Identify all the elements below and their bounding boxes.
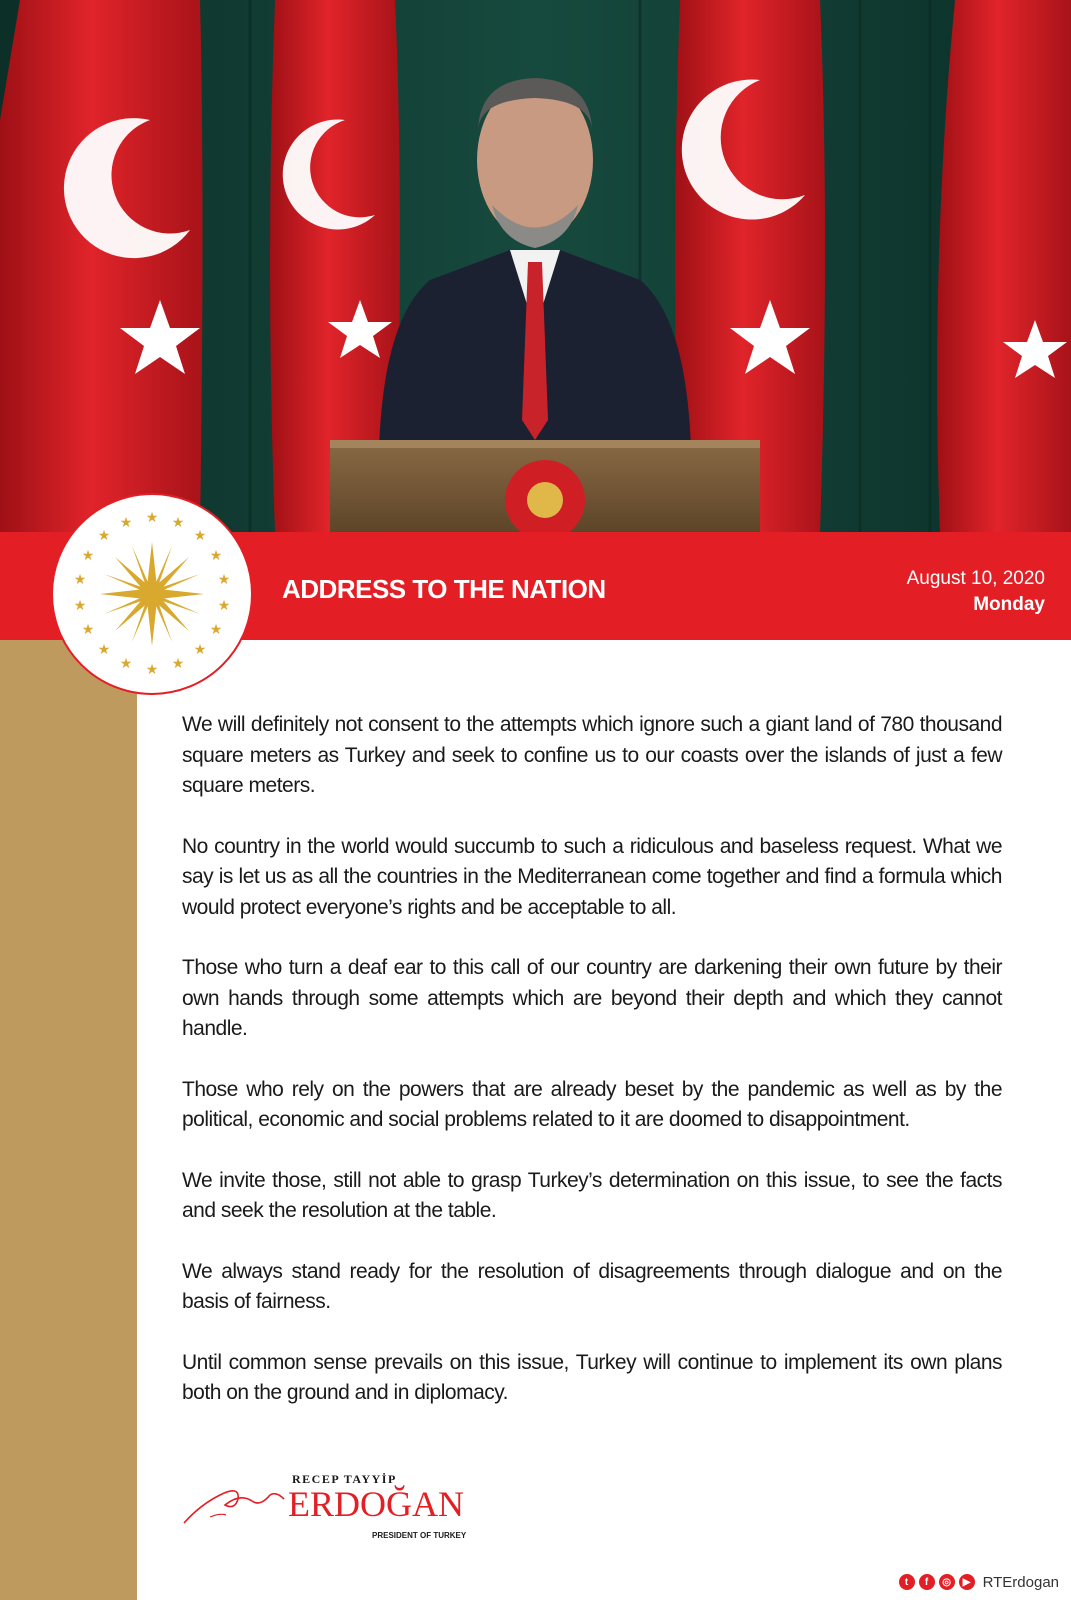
instagram-icon[interactable]: ◎ [939, 1574, 955, 1590]
social-handle[interactable]: RTErdogan [982, 1573, 1059, 1591]
svg-text:★: ★ [119, 656, 133, 672]
youtube-icon[interactable]: ▶ [959, 1574, 975, 1590]
presidential-seal-icon [50, 492, 254, 696]
svg-text:★: ★ [193, 528, 207, 544]
day-text: Monday [973, 594, 1045, 615]
svg-text:★: ★ [97, 528, 111, 544]
svg-text:★: ★ [145, 662, 159, 678]
svg-text:★: ★ [73, 598, 87, 614]
svg-text:★: ★ [73, 572, 87, 588]
signature-surname: ERDOĞAN [288, 1484, 464, 1524]
svg-text:★: ★ [171, 656, 185, 672]
svg-text:★: ★ [97, 642, 111, 658]
paragraph: Until common sense prevails on this issue, Turkey will continue to implement its own plans both on the ground and in diplomacy. [182, 1350, 1002, 1404]
social-footer [899, 1572, 1059, 1592]
twitter-icon[interactable]: t [899, 1574, 915, 1590]
signature-block [180, 1465, 480, 1555]
svg-text:★: ★ [209, 548, 223, 564]
hero-photo [0, 0, 1071, 532]
svg-text:★: ★ [209, 622, 223, 638]
paragraph: No country in the world would succumb to such a ridiculous and baseless request. What we say is let us as all the countries in the Mediterranean come together and find a formula which would protect everyone’s rights and be acceptable to all. [182, 834, 1002, 919]
handwritten-signature-icon [180, 1465, 290, 1535]
svg-text:★: ★ [193, 642, 207, 658]
podium-speaker-photo [0, 0, 1071, 532]
signature-role: PRESIDENT OF TURKEY [372, 1531, 467, 1540]
signature-first-names: RECEP TAYYİP [292, 1472, 397, 1486]
svg-text:★: ★ [217, 572, 231, 588]
svg-text:★: ★ [217, 598, 231, 614]
svg-text:★: ★ [81, 548, 95, 564]
page-title: ADDRESS TO THE NATION [282, 574, 606, 604]
svg-text:★: ★ [171, 515, 185, 531]
svg-text:★: ★ [119, 515, 133, 531]
date-block [907, 566, 1045, 618]
left-accent-bar [0, 640, 137, 1600]
statement-body [182, 710, 1002, 1439]
paragraph: Those who rely on the powers that are already beset by the pandemic as well as by the political, economic and social problems related to it are doomed to disappointment. [182, 1077, 1002, 1131]
svg-text:★: ★ [81, 622, 95, 638]
facebook-icon[interactable]: f [919, 1574, 935, 1590]
date-text: August 10, 2020 [906, 568, 1045, 589]
paragraph: We invite those, still not able to grasp Turkey’s determination on this issue, to see the facts and seek the resolution at the table. [182, 1168, 1002, 1222]
svg-text:★: ★ [145, 510, 159, 526]
paragraph: Those who turn a deaf ear to this call of our country are darkening their own future by their own hands through some attempts which are beyond their depth and which they cannot handle. [182, 956, 1002, 1040]
paragraph: We always stand ready for the resolution of disagreements through dialogue and on the basis of fairness. [182, 1259, 1002, 1313]
paragraph: We will definitely not consent to the attempts which ignore such a giant land of 780 thousand square meters as Turkey and seek to confine us to our coasts over the islands of just a few square meters. [182, 713, 1002, 797]
